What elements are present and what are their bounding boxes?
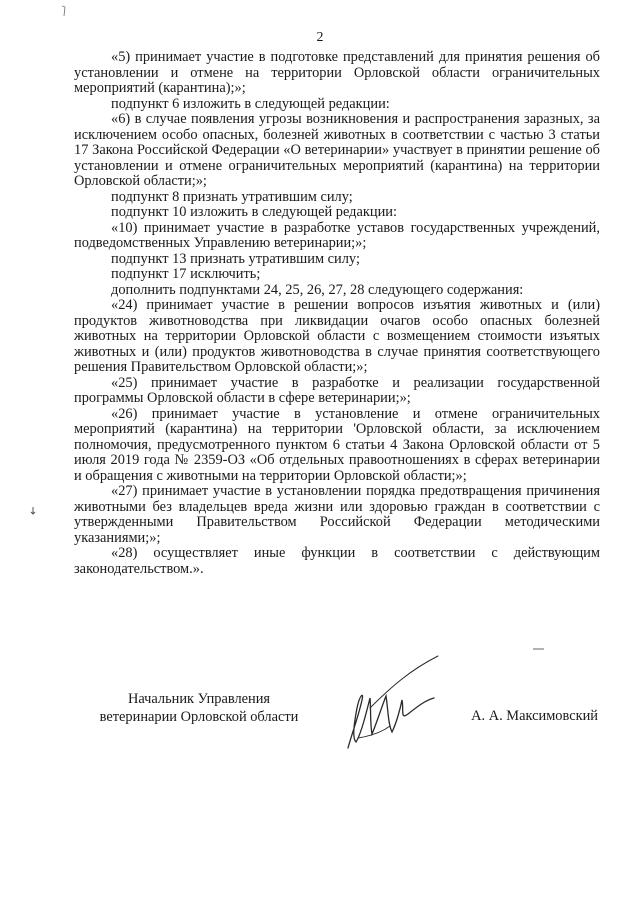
signatory-name: А. А. Максимовский (471, 708, 598, 724)
paragraph-7: подпункт 13 признать утратившим силу; (111, 250, 360, 267)
paragraph-3: «6) в случае появления угрозы возникновения и распространения заразных, за исключением особо опасных, болезней животных в соответствии с частью 3 статьи 17 Закона Российской Федерации «О ветеринарии» участвует в принятии решение об установлении и отмене ограничительных мероприятий (карантина) на территории Орловской области;»; (74, 111, 600, 189)
paragraph-6: «10) принимает участие в разработке уставов государственных учреждений, подведомственных Управлению ветеринарии;»; (74, 219, 600, 251)
margin-mark-top (58, 4, 70, 18)
paragraph-9: дополнить подпунктами 24, 25, 26, 27, 28 следующего содержания: (111, 281, 524, 298)
paragraph-5: подпункт 10 изложить в следующей редакции: (111, 204, 397, 220)
margin-mark-left (28, 506, 38, 516)
paragraph-14: «28) осуществляет иные функции в соответствии с действующим законодательством.». (74, 545, 600, 577)
handwritten-signature (330, 648, 450, 758)
signatory-title (84, 690, 314, 726)
paragraph-2: подпункт 6 изложить в следующей редакции: (111, 95, 390, 112)
signatory-title-line-2: ветеринарии Орловской области (99, 709, 299, 725)
paragraph-13: «27) принимает участие в установлении порядка предотвращения причинения животными без владельцев вреда жизни или здоровью граждан в соответствии с утвержденными Правительством Российской Федерации методическими указаниями;»; (74, 483, 600, 546)
paragraph-12: «26) принимает участие в установление и отмене ограничительных мероприятий (карантина) на территории 'Орловской области, за исключением полномочия, предусмотренного пунктом 6 статьи 4 Закона Орловской области от 5 июля 2019 года № 2359-ОЗ «Об отдельных правоотношениях в сферах ветеринарии и обращения с животными на территории Орловской области;»; (74, 405, 600, 484)
paragraph-8: подпункт 17 исключить; (111, 266, 261, 282)
page-number: 2 (316, 30, 324, 45)
paragraph-10: «24) принимает участие в решении вопросов изъятия животных и (или) продуктов животноводства при ликвидации очагов особо опасных болезней животных на территории Орловской области с возмещением стоимости изъятых животных и (или) продуктов животноводства в случае принятия соответствующего решения Правительством Орловской области;»; (74, 297, 600, 375)
margin-mark-bottom-right (532, 646, 546, 652)
paragraph-1: «5) принимает участие в подготовке представлений для принятия решения об установлении и отмене на территории Орловской области ограничительных мероприятий (карантина);»; (74, 49, 600, 96)
signatory-title-line-1: Начальник Управления (127, 691, 271, 707)
document-body (74, 50, 600, 577)
paragraph-11: «25) принимает участие в разработке и реализации государственной программы Орловской области в сфере ветеринарии;»; (74, 374, 600, 406)
paragraph-4: подпункт 8 признать утратившим силу; (111, 188, 353, 205)
